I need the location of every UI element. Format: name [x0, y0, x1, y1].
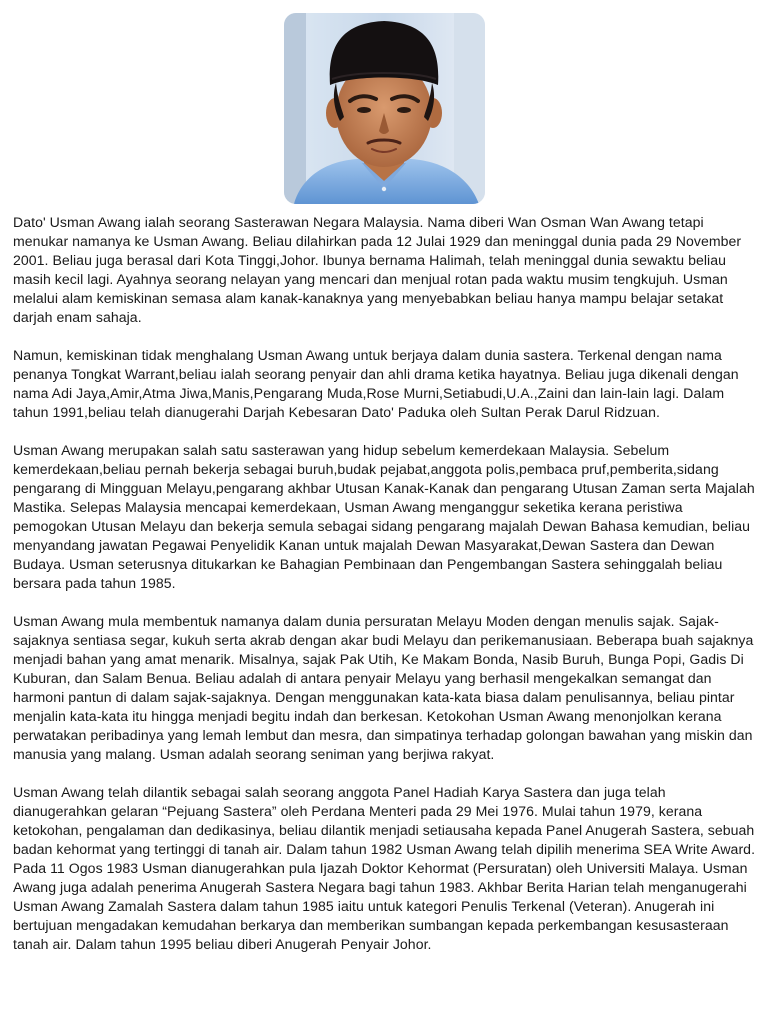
- portrait-photo: [284, 13, 485, 204]
- biography-article: [13, 213, 759, 973]
- biography-paragraph: Usman Awang mula membentuk namanya dalam dunia persuratan Melayu Moden dengan menulis sajak. Sajak-sajaknya sentiasa segar, kukuh serta akrab dengan akar budi Melayu dan perikemanusiaan. Beberapa buah sajaknya menjadi bahan yang amat menarik. Misalnya, sajak Pak Utih, Ke Makam Bonda, Nasib Buruh, Bunga Popi, Gadis Di Kuburan, dan Salam Benua. Beliau adalah di antara penyair Melayu yang berhasil mengekalkan semangat dan harmoni pantun di dalam sajak-sajaknya. Dengan menggunakan kata-kata biasa dalam penulisannya, beliau pintar menjalin kata-kata itu hingga menjadi begitu indah dan berkesan. Ketokohan Usman Awang menonjolkan kerana perwatakan peribadinya yang lemah lembut dan mesra, dan simpatinya terhadap golongan bawahan yang miskin dan manusia yang malang. Usman adalah seorang seniman yang berjiwa rakyat.: [13, 613, 754, 762]
- biography-paragraph: Usman Awang telah dilantik sebagai salah seorang anggota Panel Hadiah Karya Sastera dan juga telah dianugerahkan gelaran “Pejuang Sastera” oleh Perdana Menteri pada 29 Mei 1976. Mulai tahun 1979, kerana ketokohan, pengalaman dan dedikasinya, beliau dilantik menjadi setiausaha kepada Panel Anugerah Sastera, sebuah badan kehormat yang tertinggi di tanah air. Dalam tahun 1982 Usman Awang telah dipilih menerima SEA Write Award. Pada 11 Ogos 1983 Usman dianugerahkan pula Ijazah Doktor Kehormat (Persuratan) oleh Universiti Malaya. Usman Awang juga adalah penerima Anugerah Sastera Negara bagi tahun 1983. Akhbar Berita Harian telah menganugerahi Usman Awang Zamalah Sastera dalam tahun 1985 iaitu untuk kategori Penulis Terkenal (Veteran). Anugerah ini bertujuan mengadakan kemudahan berkarya dan memberikan sumbangan kepada perkembangan kesusasteraan tanah air. Dalam tahun 1995 beliau diberi Anugerah Penyair Johor.: [13, 784, 756, 952]
- biography-paragraph: Namun, kemiskinan tidak menghalang Usman Awang untuk berjaya dalam dunia sastera. Terkenal dengan nama penanya Tongkat Warrant,beliau ialah seorang penyair dan ahli drama ketika hayatnya. Beliau juga dikenali dengan nama Adi Jaya,Amir,Atma Jiwa,Manis,Pengarang Muda,Rose Murni,Setiabudi,U.A.,Zaini dan lain-lain lagi. Dalam tahun 1991,beliau telah dianugerahi Darjah Kebesaran Dato' Paduka oleh Sultan Perak Darul Ridzuan.: [13, 347, 739, 420]
- biography-paragraph: Usman Awang merupakan salah satu sasterawan yang hidup sebelum kemerdekaan Malaysia. Sebelum kemerdekaan,beliau pernah bekerja sebagai buruh,budak pejabat,anggota polis,pembaca pruf,pemberita,sidang pengarang di Mingguan Melayu,pengarang akhbar Utusan Kanak-Kanak dan pengarang Utusan Zaman serta Majalah Mastika. Selepas Malaysia mencapai kemerdekaan, Usman Awang menganggur seketika kerana peristiwa pemogokan Utusan Melayu dan bekerja semula sebagai sidang pengarang majalah Dewan Bahasa kemudian, beliau menyandang jawatan Pegawai Penyelidik Kanan untuk majalah Dewan Masyarakat,Dewan Sastera dan Dewan Budaya. Usman seterusnya ditukarkan ke Bahagian Pembinaan dan Pengembangan Sastera sehinggalah beliau bersara pada tahun 1985.: [13, 442, 755, 591]
- biography-paragraph: Dato' Usman Awang ialah seorang Sasterawan Negara Malaysia. Nama diberi Wan Osman Wan Awang tetapi menukar namanya ke Usman Awang. Beliau dilahirkan pada 12 Julai 1929 dan meninggal dunia pada 29 November 2001. Beliau juga berasal dari Kota Tinggi,Johor. Ibunya bernama Halimah, telah meninggal dunia sewaktu beliau masih kecil lagi. Ayahnya seorang nelayan yang mencari dan menjual rotan pada waktu musim tengkujuh. Usman melalui alam kemiskinan semasa alam kanak-kanaknya yang menyebabkan beliau hanya mampu belajar setakat darjah enam sahaja.: [13, 214, 742, 325]
- portrait-illustration: [284, 13, 485, 204]
